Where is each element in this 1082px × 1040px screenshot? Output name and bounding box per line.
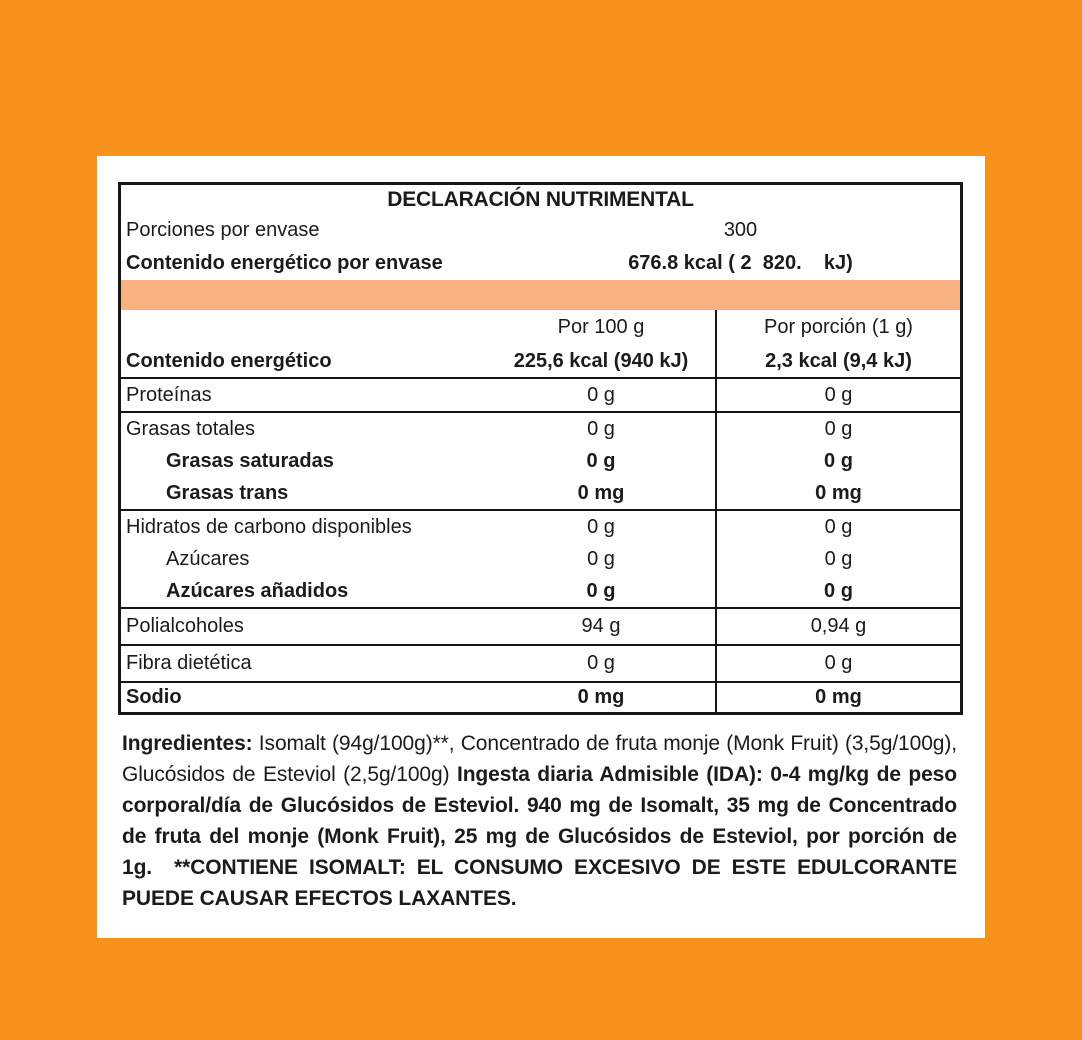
value-per-100g: 0 mg [577, 686, 625, 708]
nutrient-label: Grasas saturadas [166, 449, 334, 472]
value-per-100g: 0 g [587, 515, 615, 538]
nutrient-label: Azúcares [166, 547, 250, 570]
value-per-100g: 0 g [587, 383, 615, 406]
energy-per-package-row [121, 247, 960, 280]
nutrient-row-saturated-fat [121, 445, 960, 477]
nutrient-row-energy [121, 345, 960, 379]
nutrient-label: Contenido energético [126, 349, 332, 372]
value-per-100g: 0 g [587, 652, 615, 674]
servings-per-package-row [121, 214, 960, 247]
column-header-row [121, 310, 960, 345]
servings-label: Porciones por envase [126, 219, 320, 241]
value-per-100g: 94 g [581, 615, 621, 637]
nutrient-label: Azúcares añadidos [166, 579, 349, 602]
column-header-per-100g: Por 100 g [557, 316, 645, 338]
nutrient-label: Grasas trans [166, 481, 289, 504]
value-per-portion: 0 g [715, 543, 960, 575]
nutrient-label: Proteínas [126, 383, 212, 406]
nutrient-label: Grasas totales [126, 417, 255, 440]
nutrient-row-protein [121, 379, 960, 413]
value-per-100g: 0 g [587, 417, 615, 440]
value-per-portion: 0 mg [715, 683, 960, 712]
nutrient-row-carbohydrates [121, 511, 960, 543]
value-per-100g: 0 g [586, 449, 616, 472]
nutrient-row-polyols [121, 609, 960, 646]
value-per-portion: 0 g [715, 511, 960, 543]
ingredients-paragraph [122, 728, 957, 914]
value-per-100g: 225,6 kcal (940 kJ) [513, 349, 689, 372]
nutrient-row-total-fat [121, 413, 960, 445]
ingredients-heading: Ingredientes: [122, 732, 253, 755]
value-per-portion: 0 g [715, 445, 960, 477]
energy-per-package-value: 676.8 kcal ( 2 820. kJ) [628, 252, 853, 274]
column-header-spacer [121, 310, 487, 345]
value-per-portion: 0 g [715, 575, 960, 607]
nutrition-facts-table [118, 182, 963, 715]
value-per-portion: 2,3 kcal (9,4 kJ) [715, 345, 960, 377]
value-per-portion: 0 g [715, 413, 960, 445]
nutrient-label: Hidratos de carbono disponibles [126, 515, 412, 538]
nutrient-row-sugars [121, 543, 960, 575]
value-per-portion: 0 g [715, 646, 960, 681]
energy-per-package-label: Contenido energético por envase [126, 252, 443, 274]
servings-value: 300 [723, 219, 758, 241]
value-per-portion: 0 g [715, 379, 960, 411]
table-title: DECLARACIÓN NUTRIMENTAL [387, 187, 694, 211]
value-per-portion: 0 mg [715, 477, 960, 509]
value-per-portion: 0,94 g [715, 609, 960, 644]
nutrient-row-sodium [121, 683, 960, 712]
value-per-100g: 0 g [587, 547, 615, 570]
ingredients-regular-text: Isomalt (94g/100g)**, Concentrado de fruta monje (Monk Fruit) (3,5g/100g), Glucósidos de Esteviol (2,5g/100g) [122, 732, 957, 786]
nutrient-label: Sodio [126, 686, 182, 708]
highlight-bar [121, 280, 960, 310]
nutrient-row-added-sugars [121, 575, 960, 609]
ingredients-bold-text: Ingesta diaria Admisible (IDA): 0-4 mg/kg de peso corporal/día de Glucósidos de Esteviol. 940 mg de Isomalt, 35 mg de Concentrado de fruta del monje (Monk Fruit), 25 mg de Glucósidos de Esteviol, por porción de 1g. **CONTIENE ISOMALT: EL CONSUMO EXCESIVO DE ESTE EDULCORANTE PUEDE CAUSAR EFECTOS LAXANTES. [122, 763, 957, 910]
column-header-per-portion: Por porción (1 g) [715, 310, 960, 345]
nutrient-row-trans-fat [121, 477, 960, 511]
value-per-100g: 0 mg [577, 481, 625, 504]
value-per-100g: 0 g [586, 579, 616, 602]
nutrient-label: Fibra dietética [126, 652, 252, 674]
nutrition-label-card [97, 156, 985, 938]
nutrient-row-fiber [121, 646, 960, 683]
nutrient-label: Polialcoholes [126, 615, 244, 637]
